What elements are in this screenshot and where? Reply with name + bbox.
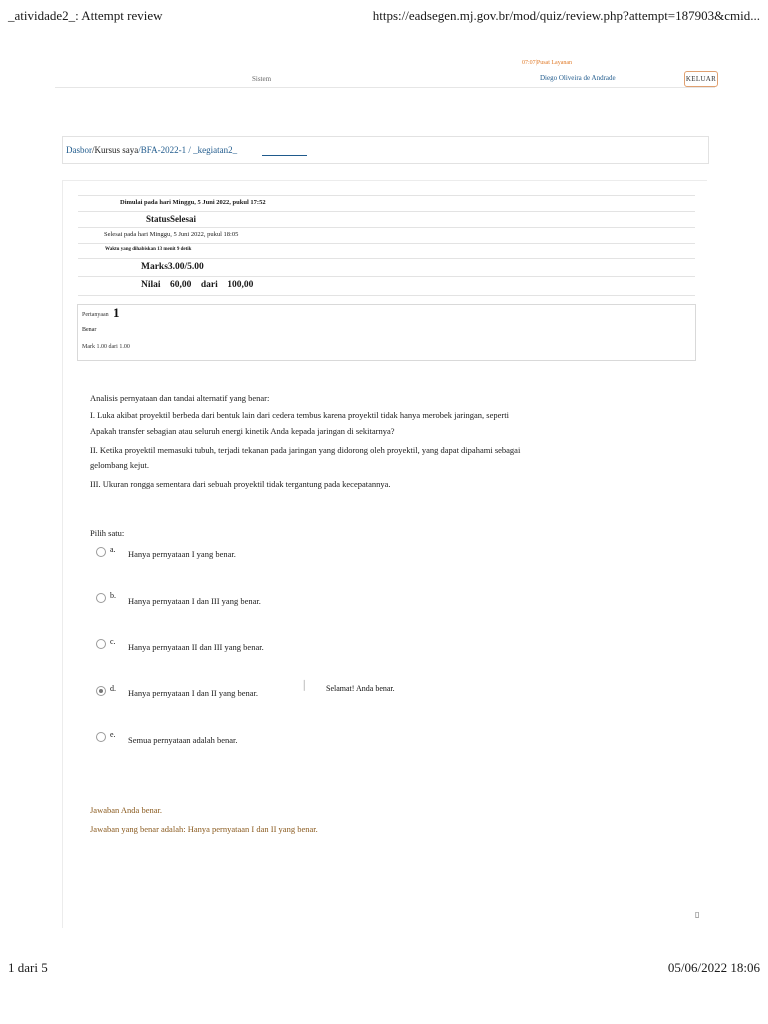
question-mark: Mark 1.00 dari 1.00 [82,344,130,350]
breadcrumb-underline [262,155,307,156]
logout-button[interactable]: KELUAR [684,71,718,87]
option-d-text[interactable]: Hanya pernyataan I dan II yang benar. [128,688,259,698]
question-label: Pertanyaan [82,312,109,318]
option-a-text[interactable]: Hanya pernyataan I yang benar. [128,549,236,559]
help-center-link[interactable]: 07:07|Pusat Layanan [522,60,573,66]
question-info-box [77,304,696,361]
breadcrumb [66,145,237,155]
breadcrumb-kursus[interactable]: Kursus saya [94,145,139,155]
option-d-radio-selected[interactable] [96,686,106,696]
option-a-letter: a. [110,545,116,554]
option-e-text[interactable]: Semua pernyataan adalah benar. [128,735,238,745]
option-b-letter: b. [110,591,116,600]
user-name-link[interactable]: Diego Oliveira de Andrade [540,74,616,82]
question-state: Benar [82,327,97,333]
breadcrumb-separator: / [138,145,141,155]
print-page-url: https://eadsegen.mj.gov.br/mod/quiz/review.php?attempt=187903&cmid... [372,8,760,23]
summary-row-grade [78,276,695,296]
option-b-text[interactable]: Hanya pernyataan I dan III yang benar. [128,596,261,606]
breadcrumb-separator: / [92,145,95,155]
breadcrumb-activity[interactable]: _kegiatan2_ [193,145,238,155]
nav-sistem-link[interactable]: Sistem [252,75,272,83]
summary-status: StatusSelesai [146,214,197,224]
summary-completed: Selesai pada hari Minggu, 5 Juni 2022, pukul 18:05 [104,231,239,238]
option-c-radio[interactable] [96,639,106,649]
option-d-letter: d. [110,684,116,693]
option-a-radio[interactable] [96,547,106,557]
feedback-mark-icon: │ [301,680,308,690]
statement-2-line-2: gelombang kejut. [90,460,150,470]
summary-row-status [78,211,695,228]
summary-time-taken: Waktu yang dihabiskan 13 menit 9 detik [105,247,192,252]
summary-row-time [78,243,695,259]
option-c-text[interactable]: Hanya pernyataan II dan III yang benar. [128,642,264,652]
statement-3: III. Ukuran rongga sementara dari sebuah proyektil tidak tergantung pada kecepatannya. [90,479,391,489]
question-number: 1 [113,305,120,320]
option-c-letter: c. [110,637,116,646]
print-page-title: _atividade2_: Attempt review [8,8,163,23]
summary-row-completed [78,227,695,244]
breadcrumb-separator: / [186,145,194,155]
content-border-left [62,180,63,928]
choose-one-label: Pilih satu: [90,528,125,538]
option-feedback: Selamat! Anda benar. [326,684,395,693]
option-e-letter: e. [110,730,116,739]
option-e-radio[interactable] [96,732,106,742]
summary-started: Dimulai pada hari Minggu, 5 Juni 2022, pukul 17:52 [120,199,266,206]
summary-row-started [78,195,695,212]
question-intro: Analisis pernyataan dan tandai alternatif yang benar: [90,393,270,403]
statement-1-line-2: Apakah transfer sebagian atau seluruh energi kinetik Anda kepada jaringan di sekitarnya? [90,426,395,436]
breadcrumb-course[interactable]: BFA-2022-1 [140,145,187,155]
navbar [55,55,715,88]
statement-2-line-1: II. Ketika proyektil memasuki tubuh, terjadi tekanan pada jaringan yang didorong oleh proyektil, yang dapat dipahami sebagai [90,445,521,455]
summary-row-marks [78,258,695,277]
print-datetime: 05/06/2022 18:06 [667,960,760,975]
summary-grade: Nilai 60,00 dari 100,00 [141,280,254,290]
breadcrumb-dasbor[interactable]: Dasbor [66,145,92,155]
correct-answer-feedback: Jawaban yang benar adalah: Hanya pernyataan I dan II yang benar. [90,824,318,834]
your-answer-feedback: Jawaban Anda benar. [90,805,162,815]
option-b-radio[interactable] [96,593,106,603]
print-page-number: 1 dari 5 [8,960,48,975]
content-border-top [62,180,707,181]
statement-1-line-1: I. Luka akibat proyektil berbeda dari bentuk lain dari cedera tembus karena proyektil tidak hanya merobek jaringan, seperti [90,410,509,420]
scroll-icon[interactable]: ▯ [695,910,700,919]
summary-marks: Marks3.00/5.00 [141,262,204,272]
